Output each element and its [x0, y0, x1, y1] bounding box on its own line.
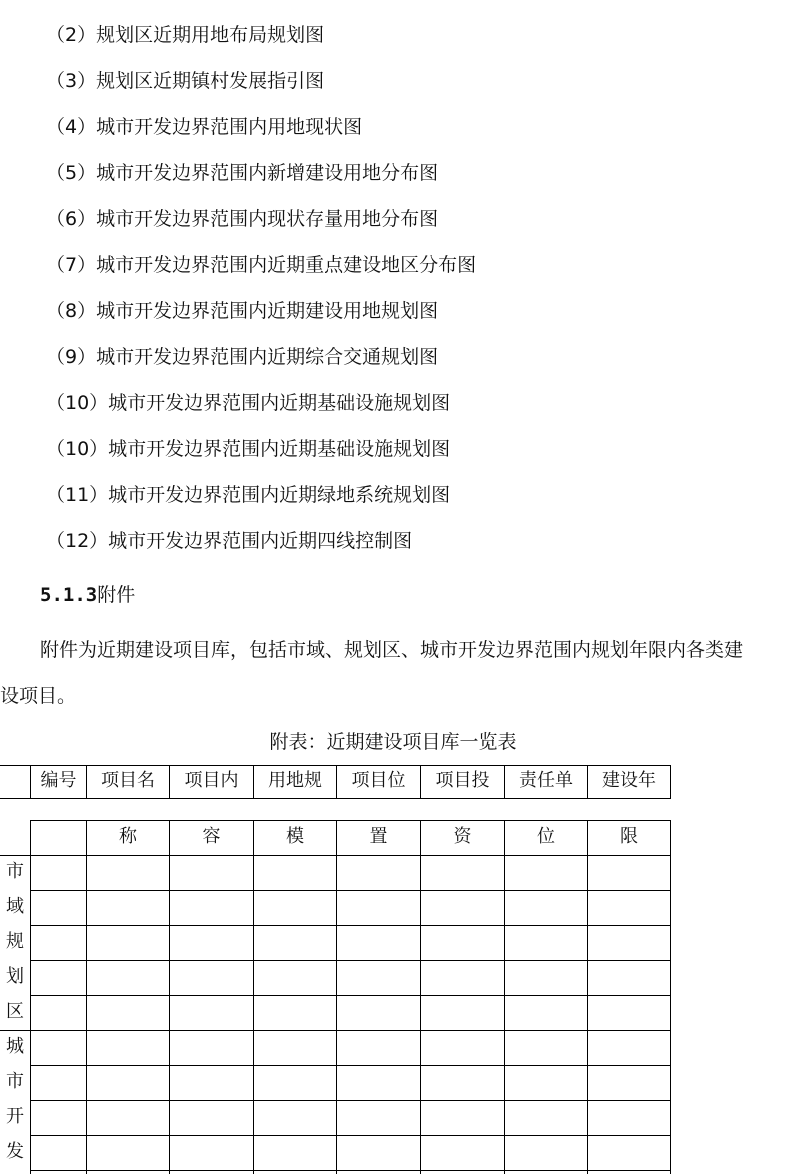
side-label: 开 [6, 1106, 24, 1127]
section-number: 5.1.3 [40, 584, 98, 606]
side-label: 市 [6, 861, 24, 882]
table-header-cell: 责任单 [519, 770, 573, 791]
list-item: （10）城市开发边界范围内近期基础设施规划图 [46, 392, 451, 414]
list-item: （5）城市开发边界范围内新增建设用地分布图 [46, 162, 439, 184]
table-header-cell: 建设年 [602, 770, 656, 791]
table-header-cell: 项目投 [435, 770, 490, 791]
section-title: 附件 [97, 584, 136, 606]
table-header-cell: 编号 [40, 770, 77, 791]
side-label: 市 [6, 1071, 24, 1092]
table-header-cell: 模 [286, 826, 304, 847]
list-item: （2）规划区近期用地布局规划图 [46, 24, 325, 46]
table-header-cell: 置 [369, 826, 388, 847]
side-label: 规 [6, 931, 24, 952]
list-item: （6）城市开发边界范围内现状存量用地分布图 [46, 208, 439, 230]
side-label: 城 [6, 1036, 24, 1057]
list-item: （3）规划区近期镇村发展指引图 [46, 70, 325, 92]
list-item: （10）城市开发边界范围内近期基础设施规划图 [46, 438, 451, 460]
list-item: （7）城市开发边界范围内近期重点建设地区分布图 [46, 254, 477, 276]
side-label: 发 [6, 1141, 24, 1162]
table-header-cell: 限 [620, 826, 638, 847]
list-item: （12）城市开发边界范围内近期四线控制图 [46, 530, 413, 552]
paragraph-line: 设项目。 [0, 685, 77, 707]
side-label: 划 [6, 966, 24, 987]
table-header-cell: 容 [202, 826, 221, 847]
table-header-cell: 项目位 [351, 770, 406, 791]
list-item: （9）城市开发边界范围内近期综合交通规划图 [46, 346, 439, 368]
list-item: （4）城市开发边界范围内用地现状图 [46, 116, 363, 138]
table-header-cell: 项目名 [101, 770, 155, 791]
table-header-cell: 资 [453, 826, 472, 847]
list-item: （8）城市开发边界范围内近期建设用地规划图 [46, 300, 439, 322]
table-header-cell: 称 [119, 826, 137, 847]
table-header-cell: 位 [537, 826, 555, 847]
list-item: （11）城市开发边界范围内近期绿地系统规划图 [46, 484, 451, 506]
table-caption: 附表：近期建设项目库一览表 [269, 731, 517, 753]
side-label: 域 [6, 896, 24, 917]
side-label: 区 [6, 1001, 24, 1022]
paragraph-line: 附件为近期建设项目库，包括市域、规划区、城市开发边界范围内规划年限内各类建 [40, 639, 744, 661]
table-header-cell: 项目内 [184, 770, 239, 791]
table-header-cell: 用地规 [268, 770, 322, 791]
